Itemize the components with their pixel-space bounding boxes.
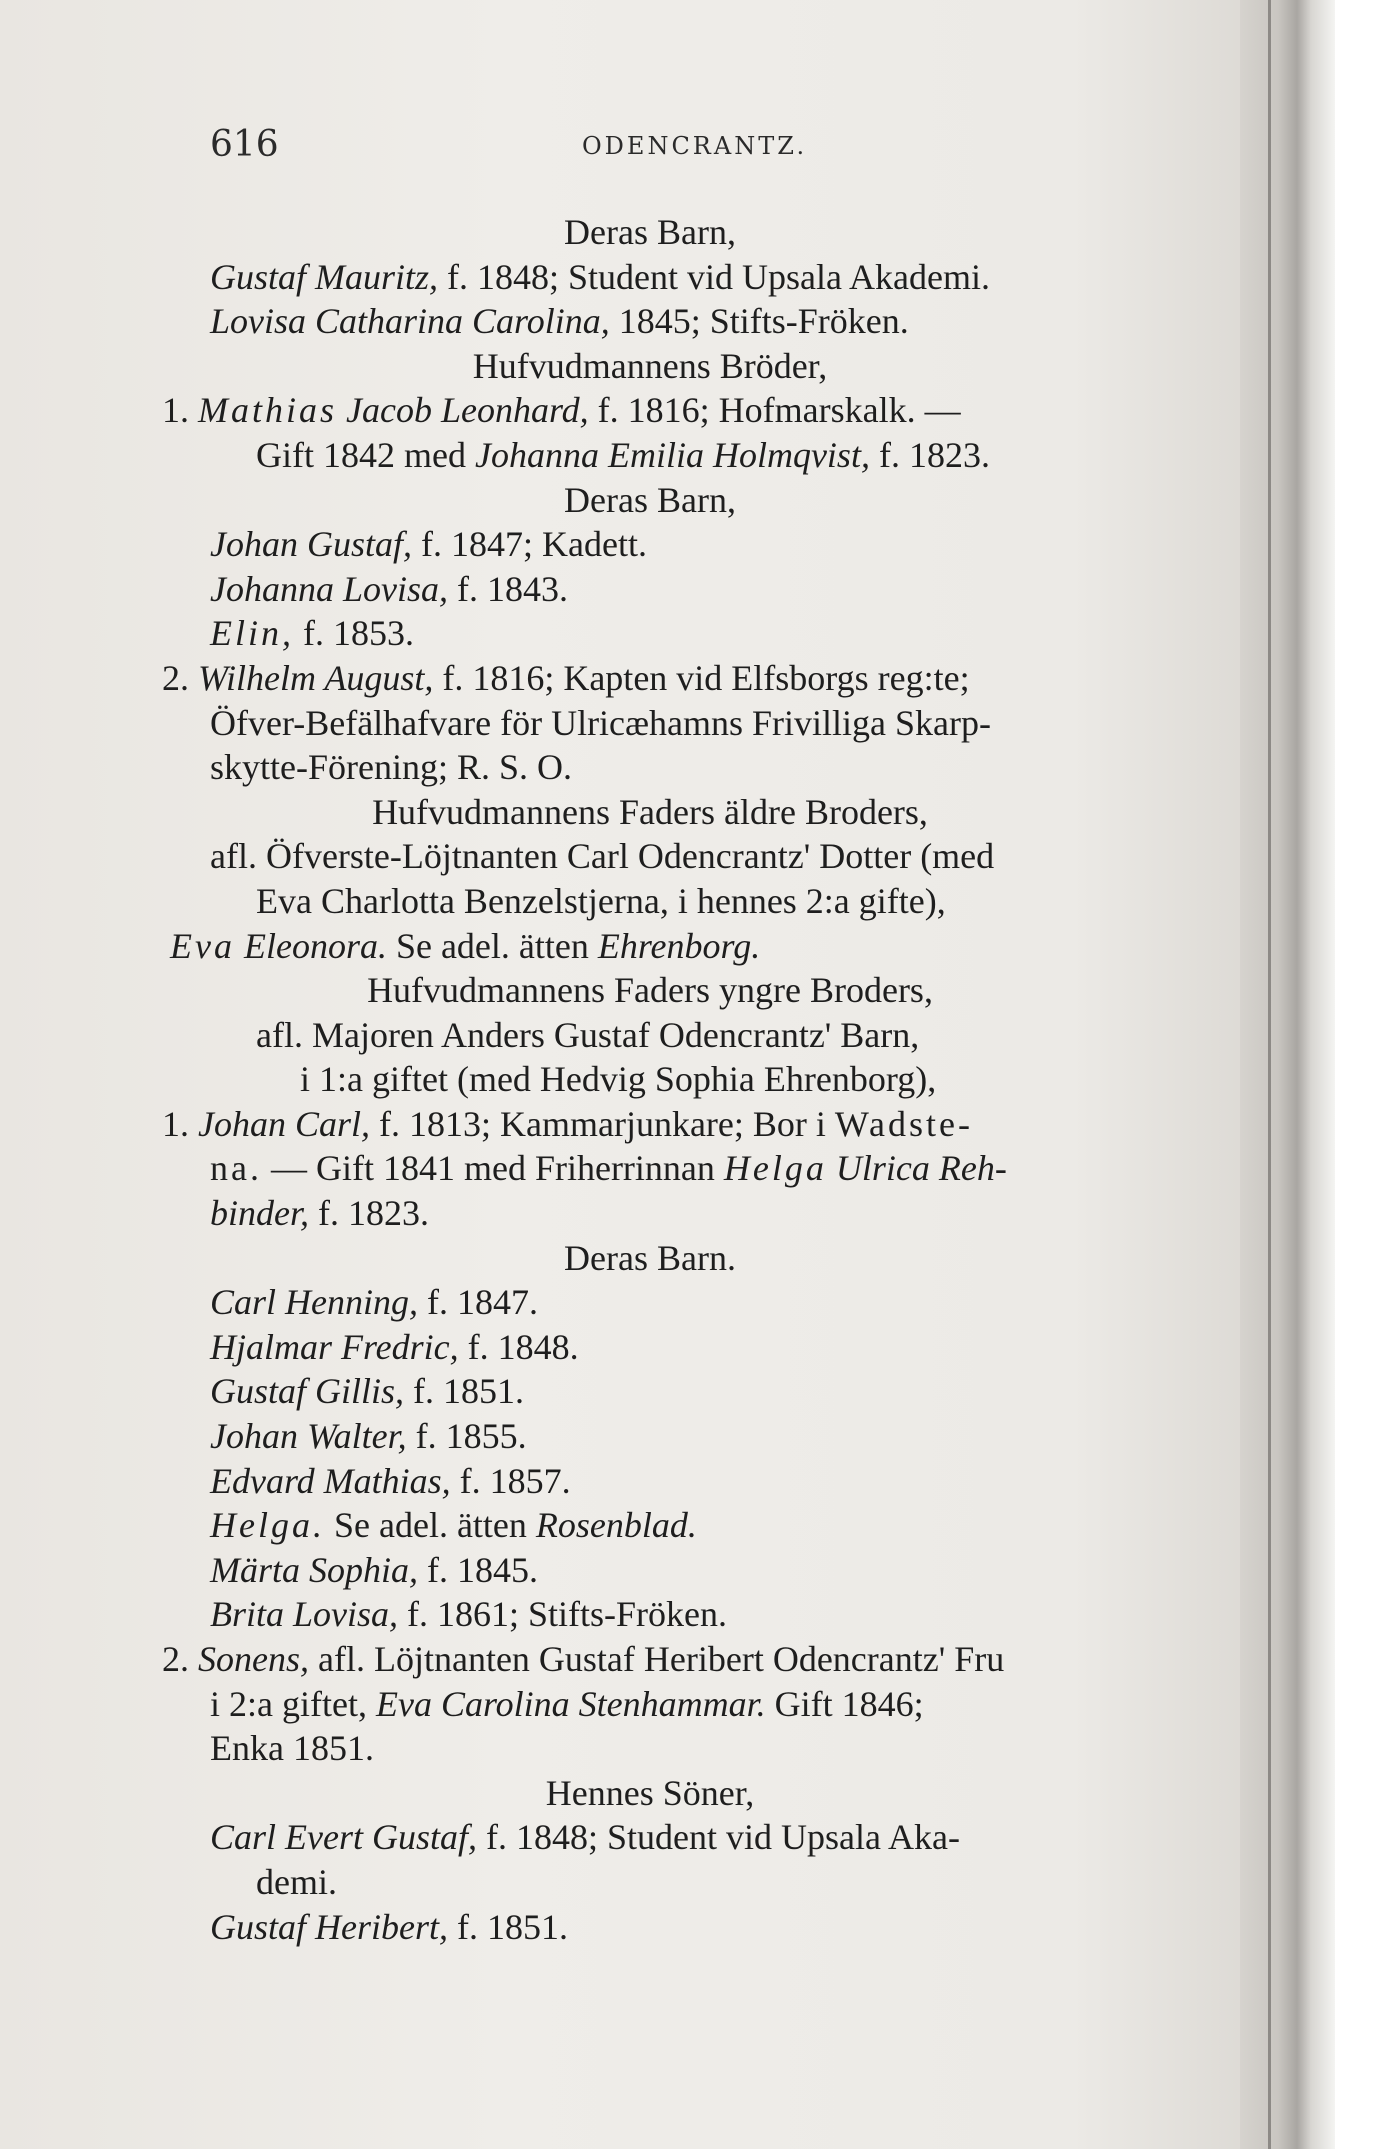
text-line	[0, 701, 1240, 746]
text-run: f. 1861; Stifts-Fröken.	[398, 1594, 728, 1635]
text-run	[827, 1148, 836, 1188]
text-run: afl. Löjtnanten Gustaf Heribert Odencrantz' Fru	[309, 1639, 1005, 1679]
text-run	[235, 926, 244, 966]
text-line	[0, 1548, 1240, 1593]
line-content	[170, 924, 760, 969]
text-run: Se adel. ätten	[386, 925, 598, 966]
line-content	[210, 1592, 727, 1637]
text-line	[0, 1191, 1240, 1236]
line-content	[210, 522, 647, 567]
line-content: skytte-Förening; R. S. O.	[210, 747, 573, 788]
name-italic: binder,	[210, 1193, 309, 1234]
text-run: — Gift 1841 med Friherrinnan	[261, 1148, 724, 1189]
name-italic: Eva	[170, 925, 235, 966]
text-run: 1845; Stifts-Fröken.	[609, 301, 909, 342]
page-edge	[1240, 0, 1335, 2149]
text-run	[337, 390, 346, 430]
page-number: 616	[210, 124, 279, 165]
name-italic: Hjalmar Fredric,	[210, 1326, 459, 1367]
line-content: Hennes Söner,	[545, 1772, 755, 1813]
text-line	[0, 1459, 1240, 1504]
text-line	[0, 1280, 1240, 1325]
name-italic: Mathias	[198, 390, 338, 431]
line-content	[210, 1325, 579, 1370]
text-line	[0, 1726, 1240, 1771]
text-run: f. 1855.	[406, 1416, 527, 1457]
text-line	[0, 344, 1240, 389]
text-run: f. 1857.	[450, 1460, 571, 1501]
text-line	[0, 656, 1240, 701]
text-run: 1.	[162, 390, 198, 431]
text-run: f. 1845.	[418, 1549, 539, 1590]
line-content: Hufvudmannens Faders äldre Broders,	[372, 791, 928, 832]
line-content	[210, 1369, 524, 1414]
text-run: f. 1813; Kammarjunkare; Bor i	[370, 1103, 835, 1144]
text-line	[0, 834, 1240, 879]
text-run: Gift 1842 med	[256, 434, 475, 475]
text-line	[0, 745, 1240, 790]
name-italic: Johanna Lovisa,	[210, 568, 448, 609]
name-italic: Wilhelm August,	[198, 657, 434, 698]
name-italic: Carl Henning,	[210, 1282, 419, 1323]
line-content: Hufvudmannens Faders yngre Broders,	[367, 970, 933, 1011]
text-line	[0, 1369, 1240, 1414]
line-content	[210, 299, 909, 344]
line-content	[210, 1191, 429, 1236]
text-run: f. 1851.	[448, 1906, 568, 1947]
text-line	[0, 1503, 1240, 1548]
name-italic: Gustaf Mauritz,	[210, 256, 439, 297]
name-italic: Elin,	[210, 613, 294, 654]
line-content	[210, 1414, 527, 1459]
line-content	[210, 255, 990, 300]
page-body	[0, 210, 1240, 1949]
line-content: demi.	[256, 1861, 337, 1902]
name-italic: Helga.	[210, 1505, 325, 1546]
name-italic: Helga	[723, 1148, 827, 1189]
text-line	[0, 1592, 1240, 1637]
text-run: 2.	[162, 1639, 198, 1679]
name-italic: Jacob Leonhard,	[346, 390, 589, 431]
text-run: 2.	[162, 657, 198, 698]
text-run: i 2:a giftet,	[210, 1683, 376, 1724]
text-line	[0, 433, 1240, 478]
line-content	[162, 656, 970, 701]
text-line	[0, 1146, 1240, 1191]
name-italic: Eleonora.	[243, 925, 387, 966]
text-line	[0, 611, 1240, 656]
text-line	[0, 1057, 1240, 1102]
name-italic: Carl Evert Gustaf,	[210, 1817, 477, 1858]
name-italic: Johan Gustaf,	[210, 524, 412, 565]
line-content: Enka 1851.	[210, 1728, 374, 1769]
line-content	[210, 1459, 571, 1504]
name-italic: Rosenblad.	[535, 1505, 697, 1546]
text-line	[0, 1815, 1240, 1860]
name-italic: Gustaf Gillis,	[210, 1371, 405, 1412]
line-content	[256, 433, 990, 478]
text-run: 1.	[162, 1103, 198, 1144]
line-content: Hufvudmannens Bröder,	[472, 345, 828, 386]
text-line	[0, 299, 1240, 344]
text-run: f. 1853.	[294, 613, 414, 654]
text-run: f. 1848; Student vid Upsala Akademi.	[438, 256, 990, 297]
line-content	[210, 1503, 697, 1548]
name-italic: Johanna Emilia Holmqvist,	[474, 434, 870, 475]
text-line	[0, 1325, 1240, 1370]
line-content: Eva Charlotta Benzelstjerna, i hennes 2:a gifte),	[256, 880, 946, 921]
text-line	[0, 968, 1240, 1013]
line-content: i 1:a giftet (med Hedvig Sophia Ehrenborg),	[300, 1059, 937, 1100]
text-line	[0, 522, 1240, 567]
text-line	[0, 1860, 1240, 1905]
running-head: ODENCRANTZ.	[582, 132, 808, 160]
text-line	[0, 924, 1240, 969]
name-italic: Märta Sophia,	[210, 1549, 419, 1590]
name-italic: Brita Lovisa,	[210, 1594, 399, 1635]
text-run: Wadste-	[834, 1103, 973, 1144]
name-italic: Gustaf Heribert,	[210, 1906, 448, 1947]
name-italic: Edvard Mathias,	[210, 1460, 451, 1501]
line-content	[210, 1815, 960, 1860]
name-italic: Eva Carolina Stenhammar.	[375, 1683, 766, 1724]
text-line	[0, 1236, 1240, 1281]
text-run: f. 1816; Kapten vid Elfsborgs reg:te;	[433, 657, 970, 698]
text-line	[0, 1414, 1240, 1459]
line-content	[210, 1280, 538, 1325]
line-content	[210, 567, 568, 612]
text-line	[0, 1637, 1240, 1682]
line-content	[210, 611, 414, 656]
name-italic: Sonens,	[198, 1639, 309, 1679]
text-run: f. 1848; Student vid Upsala Aka-	[477, 1817, 960, 1858]
text-line	[0, 1102, 1240, 1147]
name-italic: Lovisa Catharina Carolina,	[210, 301, 610, 342]
name-italic: Ehrenborg.	[597, 925, 761, 966]
text-run: f. 1848.	[458, 1326, 579, 1367]
line-content	[210, 1682, 924, 1727]
line-content	[210, 1146, 1007, 1191]
line-content	[162, 1637, 1004, 1682]
text-line	[0, 255, 1240, 300]
text-run: f. 1823.	[309, 1193, 429, 1234]
text-run: f. 1847; Kadett.	[412, 524, 647, 565]
text-run: f. 1851.	[404, 1371, 525, 1412]
text-line	[0, 790, 1240, 835]
line-content	[162, 1102, 973, 1147]
text-line	[0, 478, 1240, 523]
text-line	[0, 1905, 1240, 1950]
line-content: Öfver-Befälhafvare för Ulricæhamns Frivilliga Skarp-	[210, 702, 992, 743]
text-run: Gift 1846;	[765, 1683, 924, 1724]
line-content: Deras Barn,	[564, 479, 736, 520]
text-line	[0, 1013, 1240, 1058]
page-header	[0, 124, 1240, 174]
line-content: Deras Barn,	[564, 212, 736, 252]
text-run: f. 1816; Hofmarskalk. —	[588, 390, 961, 431]
line-content	[162, 388, 961, 433]
text-run: Se adel. ätten	[324, 1505, 536, 1546]
line-content: afl. Öfverste-Löjtnanten Carl Odencrantz' Dotter (med	[210, 836, 995, 877]
name-italic: Johan Walter,	[210, 1416, 407, 1457]
name-italic: Johan Carl,	[198, 1103, 371, 1144]
text-line	[0, 879, 1240, 924]
line-content: afl. Majoren Anders Gustaf Odencrantz' Barn,	[256, 1014, 920, 1055]
text-line	[0, 1682, 1240, 1727]
line-content	[210, 1905, 568, 1950]
line-content	[210, 1548, 538, 1593]
text-line	[0, 567, 1240, 612]
text-run: na.	[210, 1148, 262, 1189]
text-run: f. 1843.	[448, 568, 568, 609]
binding-shadow	[1268, 0, 1271, 2149]
text-line	[0, 210, 1240, 255]
text-run: f. 1823.	[869, 434, 990, 475]
line-content: Deras Barn.	[564, 1237, 736, 1278]
name-italic: Ulrica Reh-	[835, 1148, 1007, 1189]
text-line	[0, 1771, 1240, 1816]
text-run: f. 1847.	[418, 1282, 539, 1323]
text-line	[0, 388, 1240, 433]
